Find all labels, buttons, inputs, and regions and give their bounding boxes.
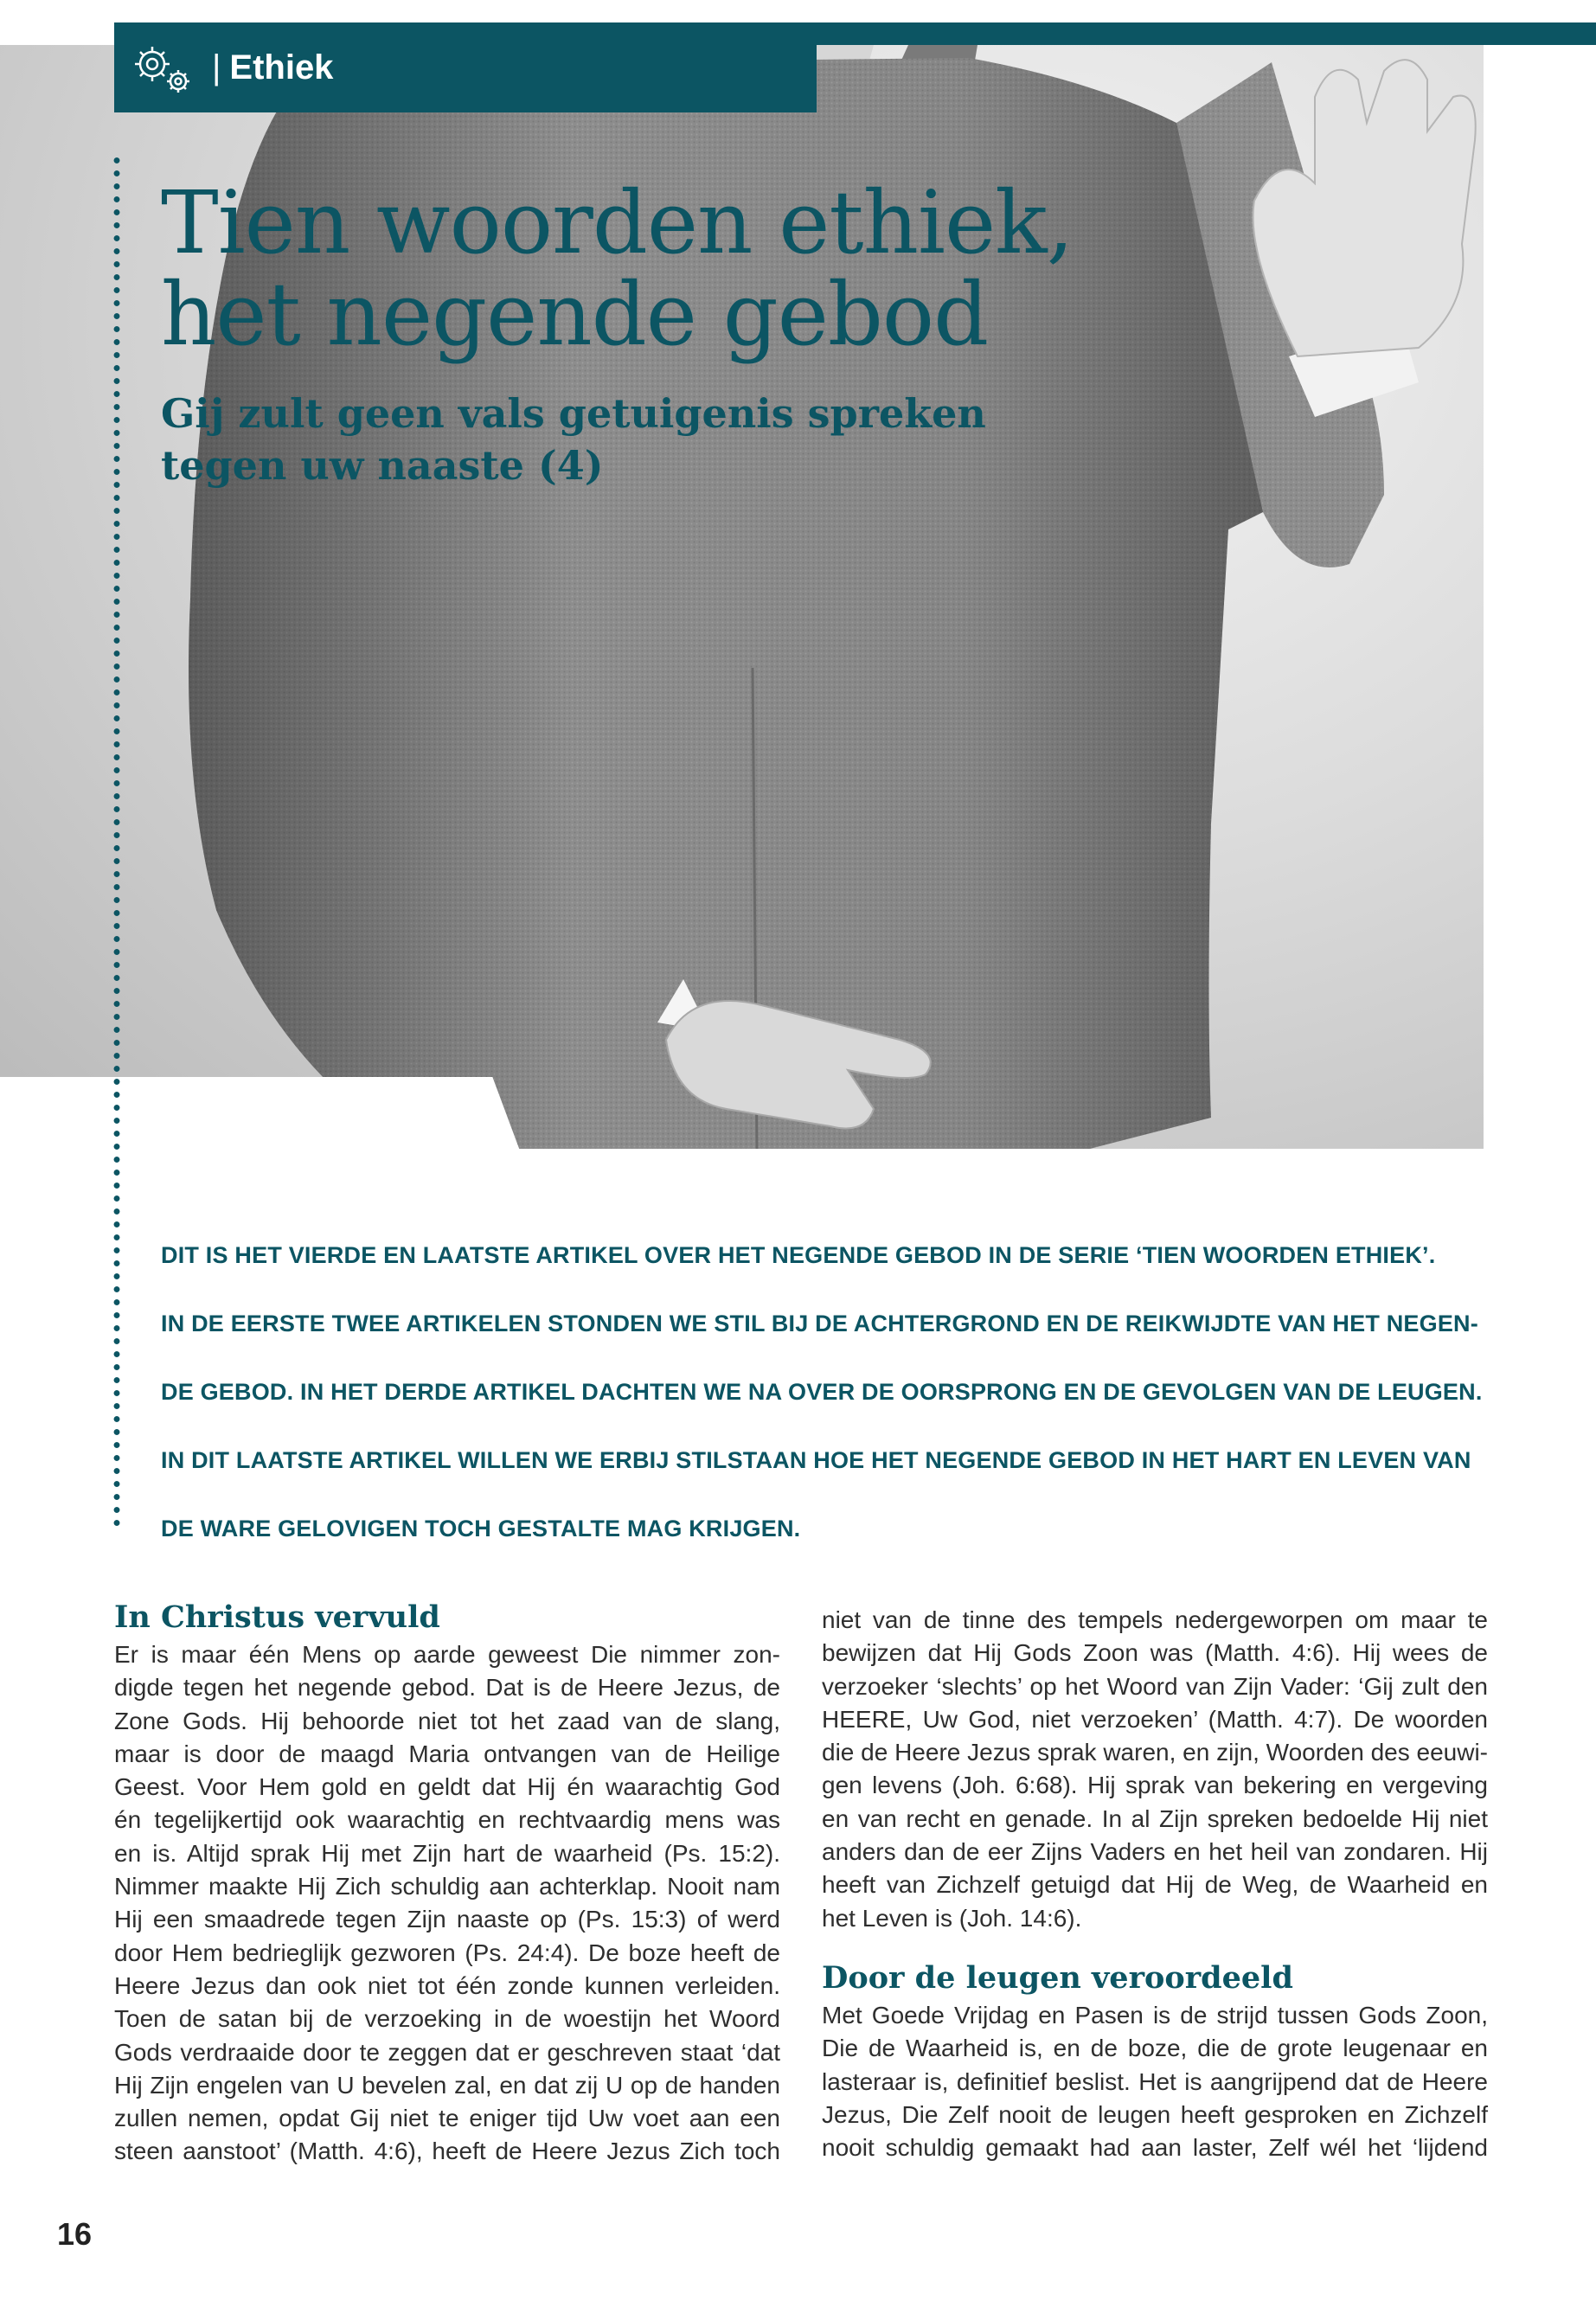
title-line-1: Tien woorden ethiek, — [161, 172, 1074, 273]
subtitle-line-1: Gij zult geen vals getuigenis spreken — [161, 390, 986, 437]
body-paragraph — [114, 1638, 780, 2169]
section-label: | Ethiek — [212, 48, 334, 87]
page-number: 16 — [57, 2216, 93, 2252]
text-line: Er is maar één Mens op aarde geweest Die nimmer zon- — [114, 1641, 780, 1668]
text-line: Heere Jezus dan ook niet tot één zonde kunnen verleiden. — [114, 1971, 780, 1999]
text-line: het Leven is (Joh. 14:6). — [822, 1904, 1082, 1932]
intro-line: DIT IS HET VIERDE EN LAATSTE ARTIKEL OVER HET NEGENDE GEBOD IN DE SERIE ‘TIEN WOORDEN ETHIEK’. — [161, 1242, 1436, 1268]
text-line: Jezus, Die Zelf nooit de leugen heeft gesproken en Zichzelf — [822, 2100, 1488, 2128]
text-line: Nimmer maakte Hij Zich schuldig aan achterklap. Nooit nam — [114, 1873, 780, 1900]
text-line: nooit schuldig gemaakt had aan laster, Zelf wél het ‘lijdend — [822, 2134, 1488, 2162]
text-line: HEERE, Uw God, niet verzoeken’ (Matth. 4:7). De woorden — [822, 1705, 1488, 1733]
text-line: Toen de satan bij de verzoeking in de woestijn het Woord — [114, 2005, 780, 2033]
text-line: bewijzen dat Hij Gods Zoon was (Matth. 4:6). Hij wees de — [822, 1639, 1488, 1667]
text-line: Hij Zijn engelen van U bevelen zal, en dat zij U op de handen — [114, 2071, 780, 2099]
text-line: verzoeker ‘slechts’ op het Woord van Zijn Vader: ‘Gij zult den — [822, 1672, 1488, 1700]
subtitle-line-2: tegen uw naaste (4) — [161, 442, 604, 489]
text-line: Gods verdraaide door te zeggen dat er geschreven staat ‘dat — [114, 2038, 780, 2066]
text-line: steen aanstoot’ (Matth. 4:6), heeft de Heere Jezus Zich toch — [114, 2138, 780, 2165]
text-line: gen levens (Joh. 6:68). Hij sprak van bekering en vergeving — [822, 1772, 1488, 1799]
text-line: Die de Waarheid is, en de boze, die de grote leugenaar en — [822, 2035, 1488, 2062]
intro-line: IN DIT LAATSTE ARTIKEL WILLEN WE ERBIJ STILSTAAN HOE HET NEGENDE GEBOD IN HET HART EN LEVEN VAN — [161, 1447, 1471, 1473]
section-name: Ethiek — [229, 48, 334, 87]
title-line-2: het negende gebod — [161, 264, 989, 365]
dotted-rail — [113, 154, 120, 1529]
text-line: maar is door de maagd Maria ontvangen van de Heilige — [114, 1740, 780, 1767]
text-line: digde tegen het negende gebod. Dat is de Heere Jezus, de — [114, 1674, 780, 1702]
text-line: Met Goede Vrijdag en Pasen is de strijd tussen Gods Zoon, — [822, 2001, 1488, 2029]
gears-icon — [130, 42, 195, 97]
intro-line: DE GEBOD. IN HET DERDE ARTIKEL DACHTEN WE NA OVER DE OORSPRONG EN DE GEVOLGEN VAN DE LEUGEN. — [161, 1379, 1483, 1405]
article-title — [161, 172, 1199, 365]
intro-lead — [161, 1221, 1493, 1563]
text-line: én tegelijkertijd ook waarachtig en rechtvaardig mens was — [114, 1806, 780, 1834]
left-column — [114, 1597, 780, 2169]
text-line: Hij een smaadrede tegen Zijn naaste op (Ps. 15:3) of werd — [114, 1906, 780, 1933]
text-line: door Hem bedrieglijk gezworen (Ps. 24:4). De boze heeft de — [114, 1939, 780, 1966]
text-line: lasteraar is, definitief beslist. Het is aangrijpend dat de Heere — [822, 2067, 1488, 2095]
intro-line: DE WARE GELOVIGEN TOCH GESTALTE MAG KRIJGEN. — [161, 1516, 801, 1541]
text-line: en van recht en genade. In al Zijn spreken bedoelde Hij niet — [822, 1804, 1488, 1832]
header-rule — [804, 22, 1596, 45]
article-subtitle — [161, 388, 1026, 491]
section-heading-christus: In Christus vervuld — [114, 1599, 440, 1635]
section-heading-leugen: Door de leugen veroordeeld — [822, 1959, 1293, 1996]
text-line: Geest. Voor Hem gold en geldt dat Hij én waarachtig God — [114, 1773, 780, 1801]
intro-line: IN DE EERSTE TWEE ARTIKELEN STONDEN WE STIL BIJ DE ACHTERGROND EN DE REIKWIJDTE VAN HET NEGEN- — [161, 1311, 1478, 1336]
text-line: Zone Gods. Hij behoorde niet tot het zaad van de slang, — [114, 1707, 780, 1734]
text-line: zullen nemen, opdat Gij niet te eniger tijd Uw voet aan een — [114, 2105, 780, 2132]
text-line: anders dan de eer Zijns Vaders en het heil van zondaren. Hij — [822, 1838, 1488, 1866]
body-paragraph — [822, 1999, 1488, 2164]
raised-hand — [1253, 60, 1476, 356]
body-paragraph — [822, 1604, 1488, 1935]
right-column — [822, 1604, 1488, 2164]
text-line: heeft van Zichzelf getuigd dat Hij de Weg, de Waarheid en — [822, 1871, 1488, 1899]
text-line: en is. Altijd sprak Hij met Zijn hart de waarheid (Ps. 15:2). — [114, 1839, 780, 1867]
text-line: die de Heere Jezus sprak waren, en zijn, Woorden des eeuwi- — [822, 1739, 1488, 1766]
text-line: niet van de tinne des tempels nedergeworpen om maar te — [822, 1606, 1488, 1633]
